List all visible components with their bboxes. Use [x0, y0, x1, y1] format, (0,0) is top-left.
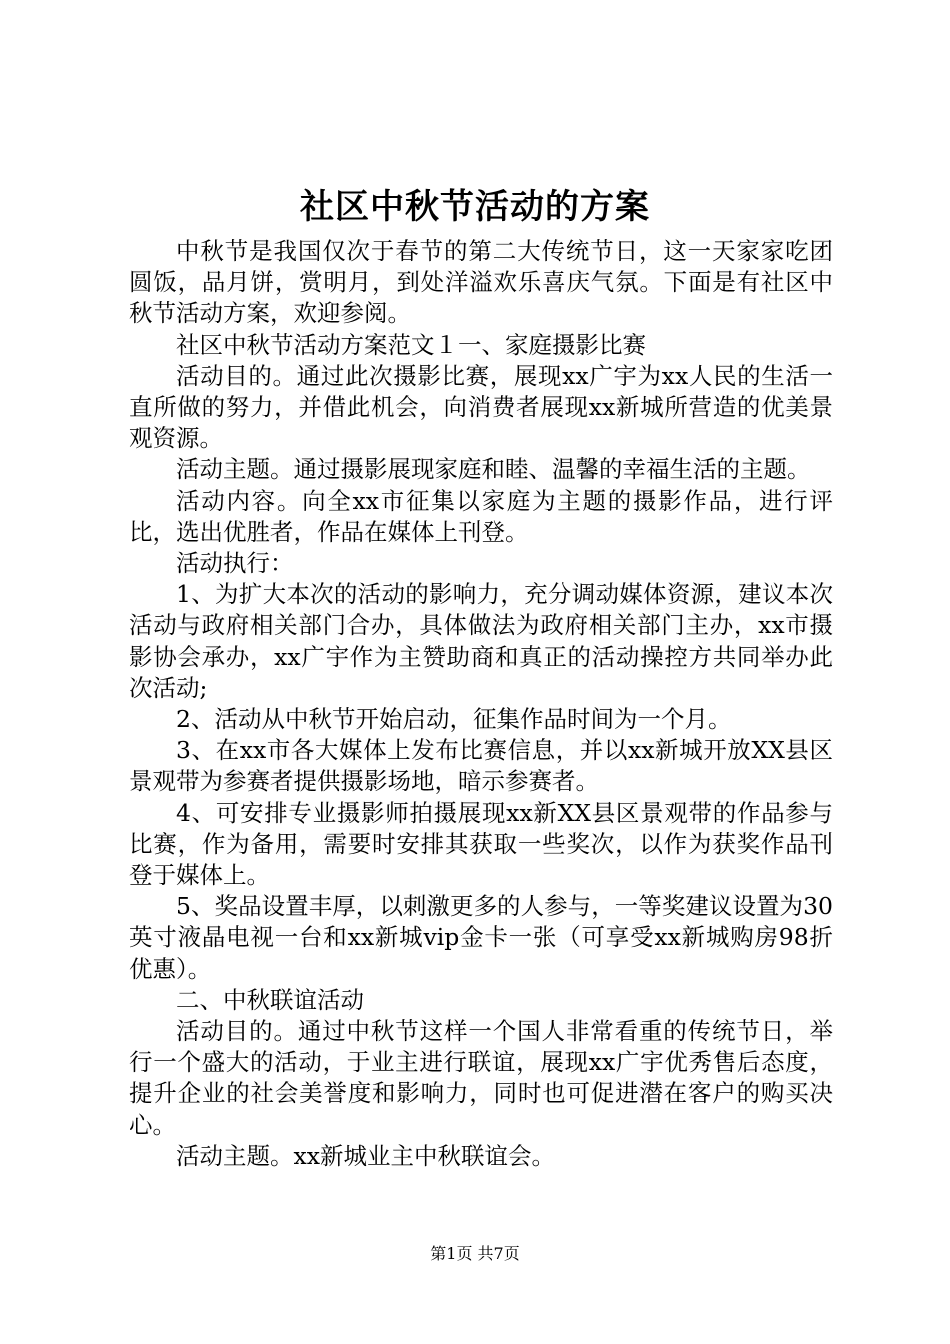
paragraph-section-two-heading: 二、中秋联谊活动	[176, 985, 364, 1014]
paragraph-execution-item-4: 4、可安排专业摄影师拍摄展现xx新XX县区景观带的作品参与比赛，作为备用，需要时安排其获取一些奖次，以作为获奖作品刊登于媒体上。	[129, 798, 833, 890]
paragraph-theme: 活动主题。通过摄影展现家庭和睦、温馨的幸福生活的主题。	[176, 455, 811, 484]
paragraph-section-two-purpose: 活动目的。通过中秋节这样一个国人非常看重的传统节日，举行一个盛大的活动，于业主进行联谊，展现xx广宇优秀售后态度，提升企业的社会美誉度和影响力，同时也可促进潜在客户的购买决心。	[129, 1017, 833, 1139]
paragraph-purpose: 活动目的。通过此次摄影比赛，展现xx广宇为xx人民的生活一直所做的努力，并借此机会，向消费者展现xx新城所营造的优美景观资源。	[129, 361, 833, 453]
document-title: 社区中秋节活动的方案	[300, 187, 650, 227]
page-number-footer: 第1页 共7页	[430, 1244, 520, 1263]
document-body	[129, 236, 833, 1172]
paragraph-execution-item-3: 3、在xx市各大媒体上发布比赛信息，并以xx新城开放XX县区景观带为参赛者提供摄影场地，暗示参赛者。	[129, 736, 833, 796]
paragraph-execution-heading: 活动执行：	[176, 549, 294, 578]
paragraph-execution-item-1: 1、为扩大本次的活动的影响力，充分调动媒体资源，建议本次活动与政府相关部门合办，具体做法为政府相关部门主办，xx市摄影协会承办，xx广宇作为主赞助商和真正的活动操控方共同举办此次活动;	[129, 580, 833, 702]
paragraph-section-one-heading: 社区中秋节活动方案范文１一、家庭摄影比赛	[176, 330, 646, 359]
paragraph-execution-item-2: 2、活动从中秋节开始启动，征集作品时间为一个月。	[176, 705, 732, 734]
paragraph-section-two-theme: 活动主题。xx新城业主中秋联谊会。	[176, 1141, 556, 1170]
paragraph-intro: 中秋节是我国仅次于春节的第二大传统节日，这一天家家吃团圆饭，品月饼，赏明月，到处洋溢欢乐喜庆气氛。下面是有社区中秋节活动方案，欢迎参阅。	[129, 237, 833, 328]
paragraph-content: 活动内容。向全xx市征集以家庭为主题的摄影作品，进行评比，选出优胜者，作品在媒体上刊登。	[129, 486, 833, 546]
paragraph-execution-item-5: 5、奖品设置丰厚，以刺激更多的人参与，一等奖建议设置为30英寸液晶电视一台和xx新城vip金卡一张（可享受xx新城购房98折优惠）。	[129, 892, 833, 983]
